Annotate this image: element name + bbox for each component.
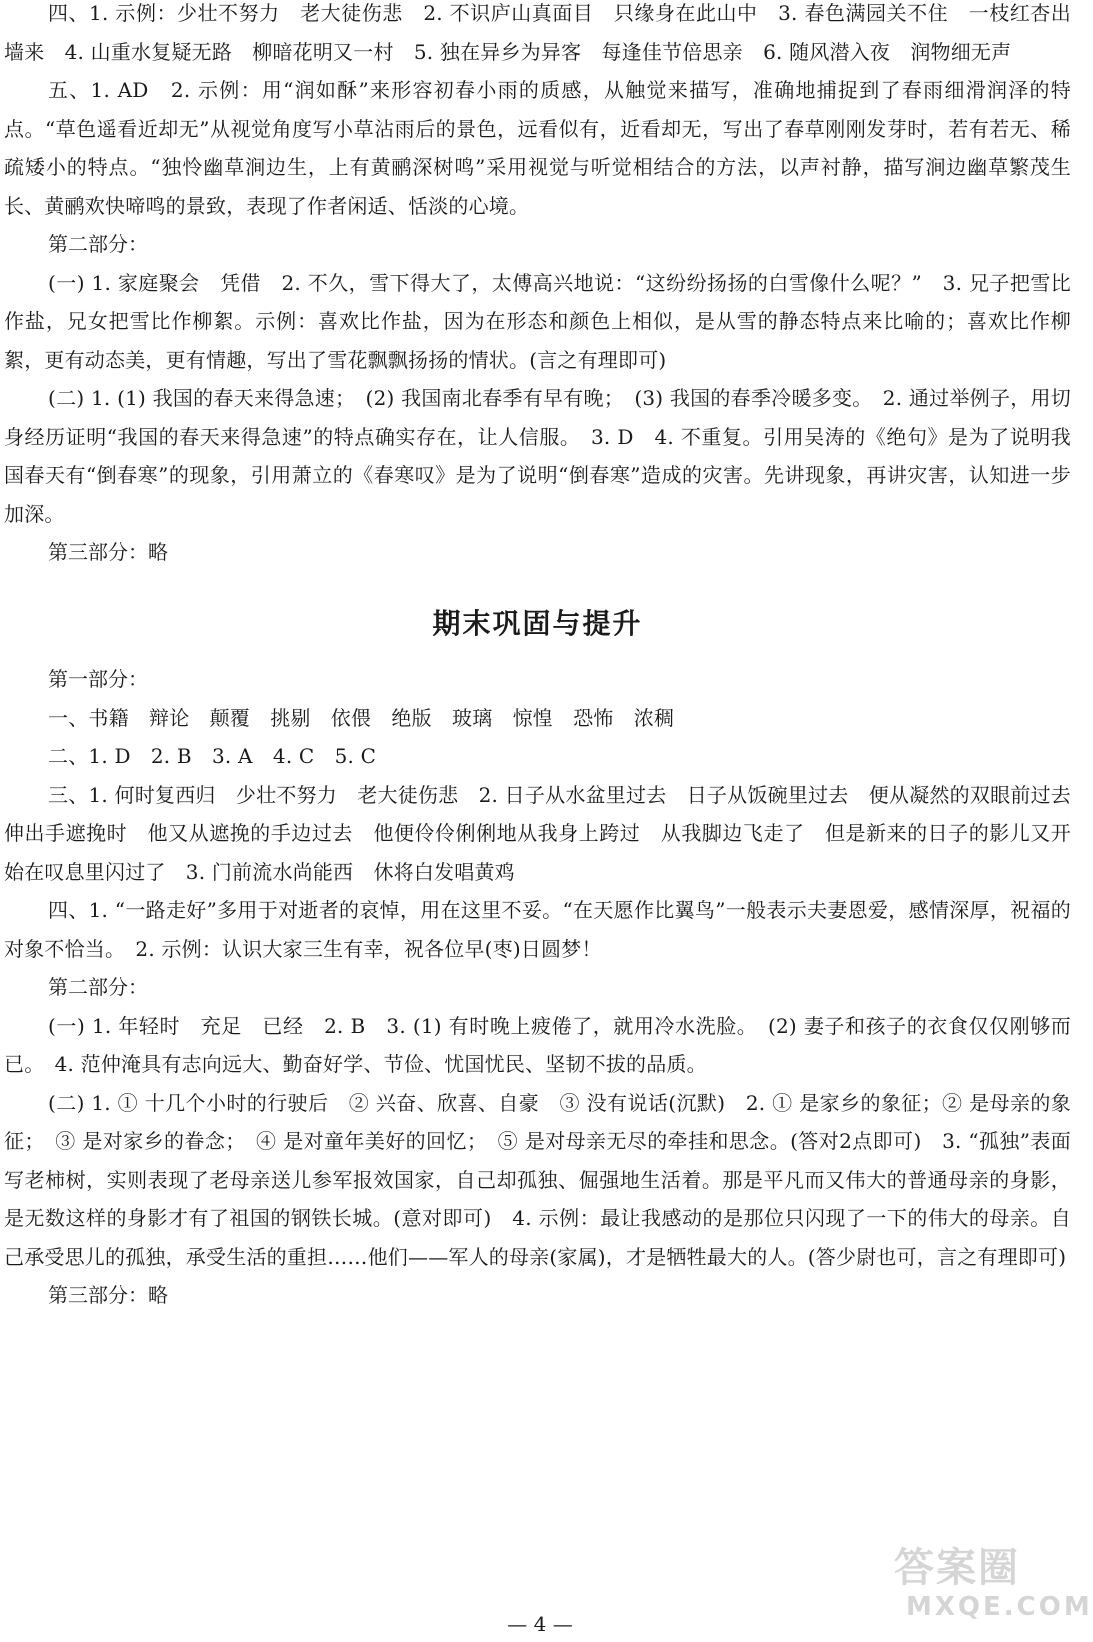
part-label: 第一部分：: [48, 667, 148, 691]
part-label: 第三部分：略: [48, 540, 168, 564]
answers-block-top: [4, 0, 1071, 572]
part-label: 第三部分：略: [48, 1283, 168, 1307]
part-label: 第二部分：: [48, 975, 148, 999]
part-label: 第二部分：: [48, 232, 148, 256]
answer-paragraph: 一、书籍 辩论 颠覆 挑剔 依偎 绝版 玻璃 惊惶 恐怖 浓稠: [48, 705, 675, 730]
watermark-logo: [888, 1536, 1093, 1634]
watermark-en: MXQE.COM: [906, 1592, 1093, 1622]
answer-paragraph: 三、1. 何时复西归 少壮不努力 老大徒伤悲 2. 日子从水盆里过去 日子从饭碗里过去 便从凝然的双眼前过去 伸出手遮挽时 他又从遮挽的手边过去 他便伶伶俐俐地从我身上跨过 从我脚边飞走了 但是新来的日子的影儿又开始在叹息里闪过了 3. 门前流水尚能西 休将白发唱黄鸡: [4, 782, 1092, 884]
watermark-cn: 答案圈: [894, 1545, 1020, 1591]
answer-paragraph: 四、1. “一路走好”多用于对逝者的哀悼，用在这里不妥。“在天愿作比翼鸟”一般表示夫妻恩爱，感情深厚，祝福的对象不恰当。 2. 示例：认识大家三生有幸，祝各位早(枣)日圆梦！: [4, 898, 1071, 961]
answer-paragraph: (二) 1. ① 十几个小时的行驶后 ② 兴奋、欣喜、自豪 ③ 没有说话(沉默) 2. ① 是家乡的象征；② 是母亲的象征； ③ 是对家乡的眷念； ④ 是对童年美好的回忆； ⑤ 是对母亲无尽的牵挂和思念。(答对2点即可) 3. “孤独”表面写老柿树，实则表现了老母亲送儿参军报效国家，自己却孤独、倔强地生活着。那是平凡而又伟大的普通母亲的身影，是无数这样的身影才有了祖国的钢铁长城。(意对即可) 4. 示例：最让我感动的是那位只闪现了一下的伟大的母亲。自己承受思儿的孤独，承受生活的重担……他们——军人的母亲(家属)，才是牺牲最大的人。(答少尉也可，言之有理即可): [4, 1090, 1071, 1269]
answer-paragraph: (一) 1. 家庭聚会 凭借 2. 不久，雪下得大了，太傅高兴地说：“这纷纷扬扬的白雪像什么呢？” 3. 兄子把雪比作盐，兄女把雪比作柳絮。示例：喜欢比作盐，因为在形态和颜色上相似，是从雪的静态特点来比喻的；喜欢比作柳絮，更有动态美，更有情趣，写出了雪花飘飘扬扬的情状。(言之有理即可): [4, 270, 1071, 372]
page-number: — 4 —: [507, 1612, 573, 1636]
answer-paragraph: (二) 1. (1) 我国的春天来得急速； (2) 我国南北春季有早有晚； (3) 我国的春季冷暖多变。 2. 通过举例子，用切身经历证明“我国的春天来得急速”的特点确实存在，让人信服。 3. D 4. 不重复。引用吴涛的《绝句》是为了说明我国春天有“倒春寒”的现象，引用萧立的《春寒叹》是为了说明“倒春寒”造成的灾害。先讲现象，再讲灾害，认知进一步加深。: [4, 386, 1071, 526]
final-review-paragraphs: [4, 660, 1092, 1315]
answer-paragraph: 四、1. 示例：少壮不努力 老大徒伤悲 2. 不识庐山真面目 只缘身在此山中 3. 春色满园关不住 一枝红杏出墙来 4. 山重水复疑无路 柳暗花明又一村 5. 独在异乡为异客 每逢佳节倍思亲 6. 随风潜入夜 润物细无声: [4, 1, 1071, 64]
section-title: 期末巩固与提升: [432, 607, 643, 640]
answer-paragraph: 二、1. D 2. B 3. A 4. C 5. C: [48, 744, 377, 768]
answer-paragraph: 五、1. AD 2. 示例：用“润如酥”来形容初春小雨的质感，从触觉来描写，准确地捕捉到了春雨细滑润泽的特点。“草色遥看近却无”从视觉角度写小草沾雨后的景色，远看似有，近看却无，写出了春草刚刚发芽时，若有若无、稀疏矮小的特点。“独怜幽草涧边生，上有黄鹂深树鸣”采用视觉与听觉相结合的方法，以声衬静，描写涧边幽草繁茂生长、黄鹂欢快啼鸣的景致，表现了作者闲适、恬淡的心境。: [4, 78, 1071, 218]
answers-block-final-review: [4, 602, 1092, 1315]
answer-paragraph: (一) 1. 年轻时 充足 已经 2. B 3. (1) 有时晚上疲倦了，就用冷水洗脸。 (2) 妻子和孩子的衣食仅仅刚够而已。 4. 范仲淹具有志向远大、勤奋好学、节俭、忧国忧民、坚韧不拔的品质。: [4, 1013, 1071, 1076]
